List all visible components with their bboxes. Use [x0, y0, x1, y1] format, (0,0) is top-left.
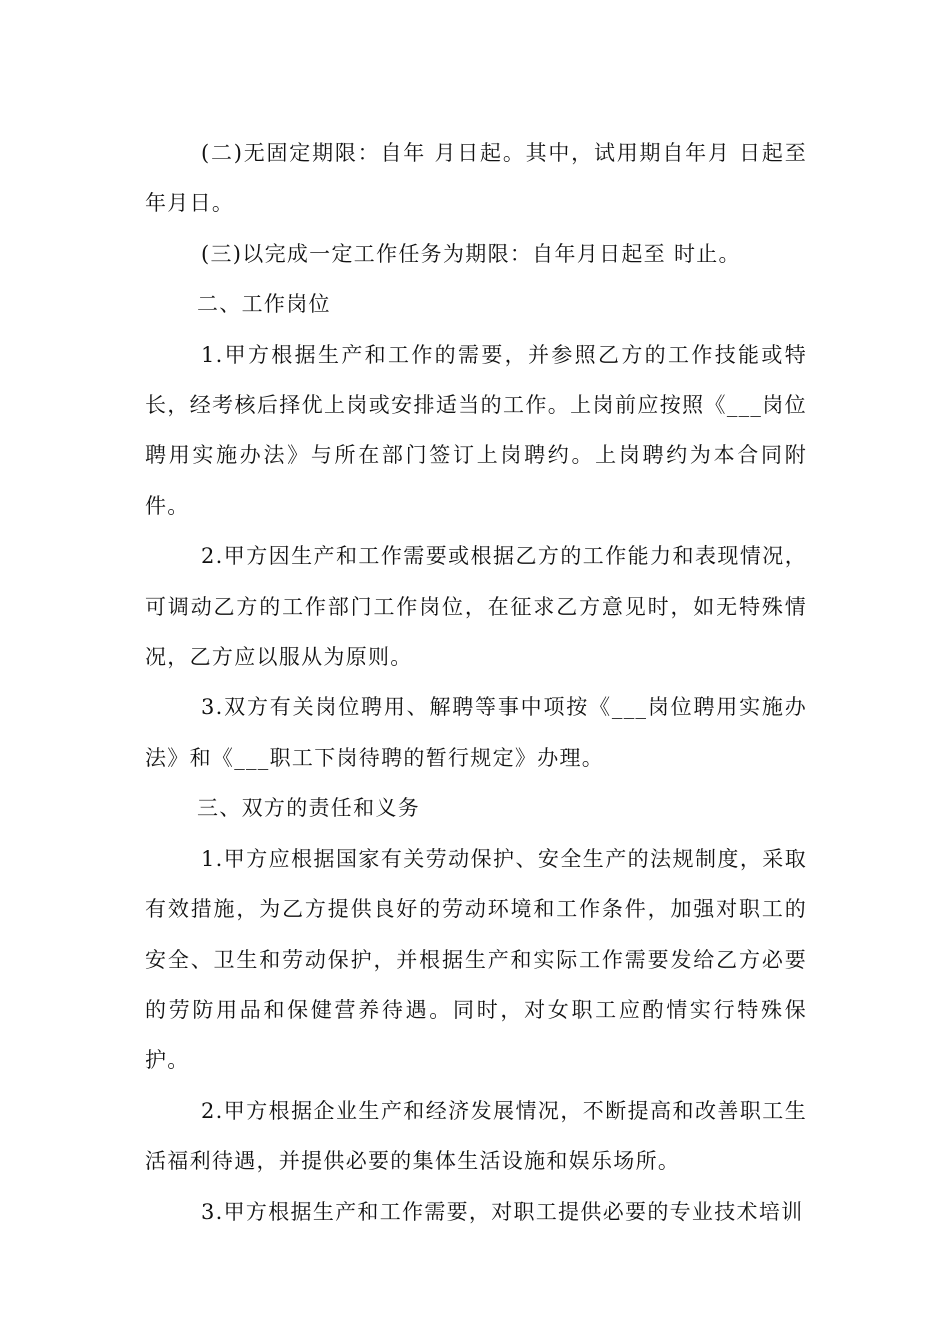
- paragraph-responsibility-3: 3.甲方根据生产和工作需要，对职工提供必要的专业技术培训: [201, 1199, 804, 1224]
- paragraph-job-2: 2.甲方因生产和工作需要或根据乙方的工作能力和表现情况，可调动乙方的工作部门工作岗位，在征求乙方意见时，如无特殊情况，乙方应以服从为原则。: [145, 544, 807, 670]
- section-heading-job-position: 二、工作岗位: [197, 292, 331, 317]
- paragraph-job-1: 1.甲方根据生产和工作的需要，并参照乙方的工作技能或特长，经考核后择优上岗或安排适当的工作。上岗前应按照《___岗位聘用实施办法》与所在部门签订上岗聘约。上岗聘约为本合同附件。: [145, 342, 807, 518]
- paragraph-term-type-2: (二)无固定期限：自年 月日起。其中，试用期自年月 日起至年月日。: [145, 141, 807, 216]
- paragraph-job-3: 3.双方有关岗位聘用、解聘等事中项按《___岗位聘用实施办法》和《___职工下岗待聘的暂行规定》办理。: [145, 695, 807, 770]
- paragraph-responsibility-1: 1.甲方应根据国家有关劳动保护、安全生产的法规制度，采取有效措施，为乙方提供良好的劳动环境和工作条件，加强对职工的安全、卫生和劳动保护，并根据生产和实际工作需要发给乙方必要的劳防用品和保健营养待遇。同时，对女职工应酌情实行特殊保护。: [145, 846, 807, 1073]
- paragraph-responsibility-2: 2.甲方根据企业生产和经济发展情况，不断提高和改善职工生活福利待遇，并提供必要的集体生活设施和娱乐场所。: [145, 1098, 807, 1174]
- paragraph-term-type-3: (三)以完成一定工作任务为期限：自年月日起至 时止。: [201, 241, 741, 266]
- document-body: [145, 128, 807, 1237]
- section-heading-responsibilities: 三、双方的责任和义务: [197, 796, 420, 821]
